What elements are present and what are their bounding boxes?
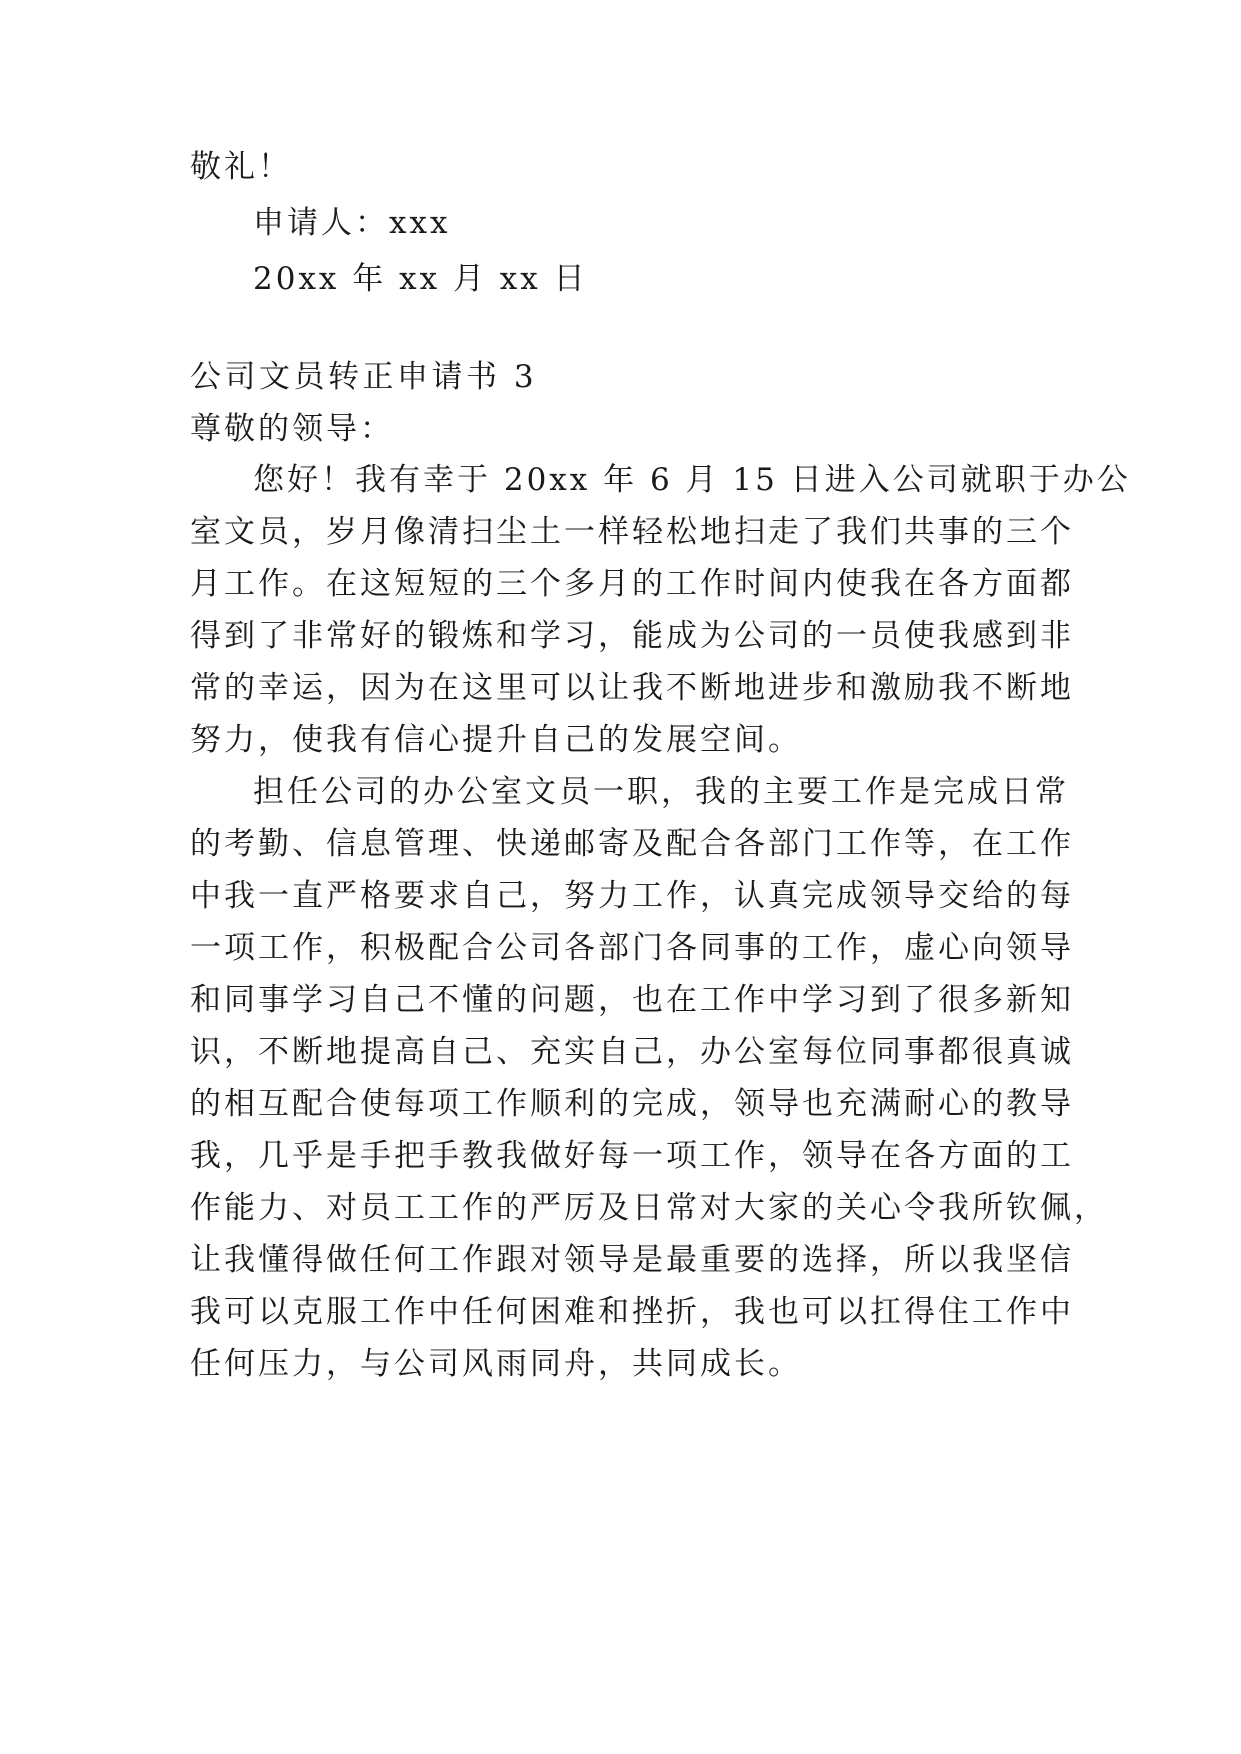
applicant-signature: 申请人：xxx <box>253 205 451 241</box>
paragraph-line: 得到了非常好的锻炼和学习，能成为公司的一员使我感到非 <box>190 618 1074 654</box>
letter-greeting: 尊敬的领导： <box>190 411 394 447</box>
paragraph-line: 月工作。在这短短的三个多月的工作时间内使我在各方面都 <box>190 566 1074 602</box>
letter-date: 20xx 年 xx 月 xx 日 <box>253 261 588 297</box>
paragraph-line: 中我一直严格要求自己，努力工作，认真完成领导交给的每 <box>190 878 1074 914</box>
paragraph-line: 我，几乎是手把手教我做好每一项工作，领导在各方面的工 <box>190 1138 1074 1174</box>
paragraph-line: 的考勤、信息管理、快递邮寄及配合各部门工作等，在工作 <box>190 826 1074 862</box>
letter-title: 公司文员转正申请书 3 <box>190 359 538 395</box>
paragraph-line: 室文员，岁月像清扫尘土一样轻松地扫走了我们共事的三个 <box>190 514 1074 550</box>
paragraph-line: 努力，使我有信心提升自己的发展空间。 <box>190 722 802 758</box>
paragraph-line: 我可以克服工作中任何困难和挫折，我也可以扛得住工作中 <box>190 1294 1074 1330</box>
paragraph-line: 常的幸运，因为在这里可以让我不断地进步和激励我不断地 <box>190 670 1074 706</box>
paragraph-line: 一项工作，积极配合公司各部门各同事的工作，虚心向领导 <box>190 930 1074 966</box>
closing-salutation: 敬礼！ <box>190 149 292 185</box>
paragraph-line: 的相互配合使每项工作顺利的完成，领导也充满耐心的教导 <box>190 1086 1074 1122</box>
paragraph-line: 任何压力，与公司风雨同舟，共同成长。 <box>190 1346 802 1382</box>
paragraph-line: 和同事学习自己不懂的问题，也在工作中学习到了很多新知 <box>190 982 1074 1018</box>
paragraph-line: 让我懂得做任何工作跟对领导是最重要的选择，所以我坚信 <box>190 1242 1074 1278</box>
paragraph-line: 作能力、对员工工作的严厉及日常对大家的关心令我所钦佩， <box>190 1190 1108 1226</box>
paragraph-line: 您好！我有幸于 20xx 年 6 月 15 日进入公司就职于办公 <box>253 462 1131 498</box>
paragraph-line: 担任公司的办公室文员一职，我的主要工作是完成日常 <box>253 774 1069 810</box>
paragraph-line: 识，不断地提高自己、充实自己，办公室每位同事都很真诚 <box>190 1034 1074 1070</box>
